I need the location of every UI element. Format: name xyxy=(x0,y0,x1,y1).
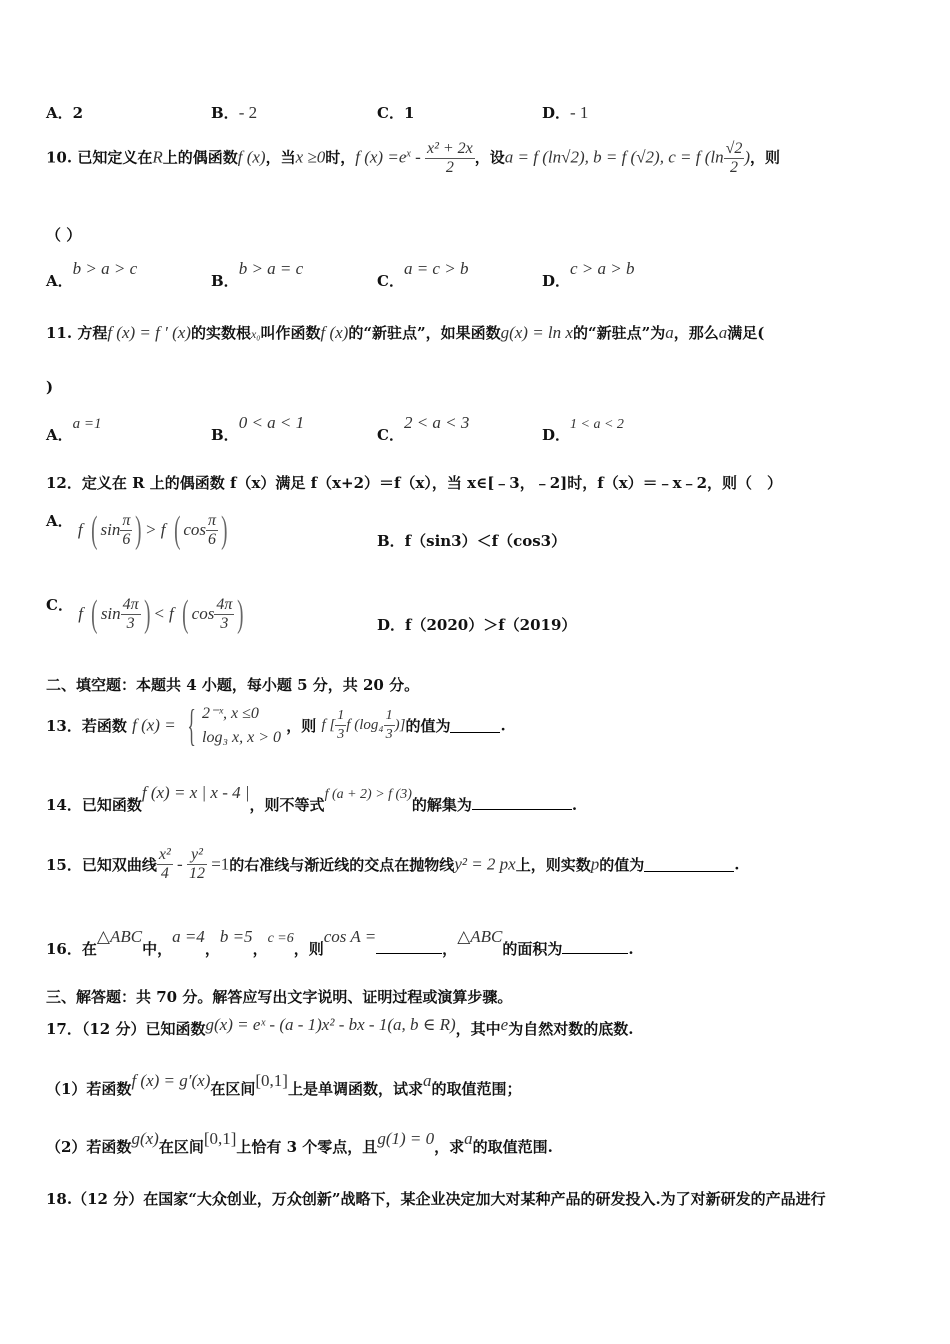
q10-fraction: $\frac{\text{x² + 2x}}{2}$ xyxy=(426,140,473,176)
q9-option-c: C．1 xyxy=(377,104,415,122)
q11-option-b: B．0 < a < 1 xyxy=(211,413,305,444)
q12-option-c: C． f ( sin $\frac{4\pi}{3}$ ) < f ( cos $\frac{4\pi}{3}$ ) xyxy=(46,593,244,635)
q10-option-c: C．a = c > b xyxy=(377,259,469,290)
question-16: 16．在△ABC中，a =4，b =5，c =6，则cos A =，△ABC的面积为 . xyxy=(46,927,634,958)
q15-answer-blank xyxy=(644,857,734,872)
question-17-part-2: （2）若函数g(x)在区间[0,1]上恰有 3 个零点，且g(1) = 0，求a的取值范围. xyxy=(46,1129,553,1156)
question-10: 10. 已知定义在R上的偶函数f (x)，当x ≥0时，f $(x) =e^x$ - $\frac{\text{x² + 2x}}{2}$ ，设a = f (ln√2), b = f (√2), c = f (ln $\frac{√2}{2}$ )，则 xyxy=(46,140,781,176)
q13-answer-blank xyxy=(450,718,500,733)
q12-option-b: B．f（sin3）＜f（cos3） xyxy=(377,532,567,550)
q14-answer-blank xyxy=(472,795,572,810)
question-15: 15．已知双曲线 $\frac{\text{x²}}{4}$ - $\frac{\text{y²}}{12}$ =1的右准线与渐近线的交点在抛物线y² = 2 px上，则实数p的值为 . xyxy=(46,846,740,882)
q11-option-a: A．a =1 xyxy=(46,416,102,444)
q12-option-a: A． f ( sin $\frac{\pi}{6}$ ) > f ( cos $\frac{\pi}{6}$ ) xyxy=(46,509,228,551)
q11-close-paren: ) xyxy=(46,378,54,396)
q11-option-d: D．1 < a < 2 xyxy=(542,417,624,444)
q16-area-blank xyxy=(562,939,628,954)
section-3-heading: 三、解答题：共 70 分。解答应写出文字说明、证明过程或演算步骤。 xyxy=(46,988,513,1006)
q10-option-a: A．b > a > c xyxy=(46,259,138,290)
q10-option-b: B．b > a = c xyxy=(211,259,304,290)
question-14: 14．已知函数f (x) = x | x - 4 |，则不等式f (a + 2) > f (3)的解集为 . xyxy=(46,783,578,814)
q13-cases: 2⁻ˣ, x ≤0 log₃ x, x > 0 xyxy=(202,704,282,746)
question-17-part-1: （1）若函数f (x) = g′(x)在区间[0,1]上是单调函数，试求a的取值范围； xyxy=(46,1071,522,1098)
question-12: 12．定义在 R 上的偶函数 f（x）满足 f（x+2）＝f（x），当 x∈[﹣3，﹣2]时，f（x）＝﹣x﹣2，则（ ） xyxy=(46,474,783,492)
q10-option-d: D．c > a > b xyxy=(542,259,635,290)
question-17: 17．（12 分）已知函数g(x) = eˣ - (a - 1)x² - bx - 1(a, b ∈ R)，其中e为自然对数的底数. xyxy=(46,1015,634,1038)
question-18: 18.（12 分）在国家“大众创业，万众创新”战略下，某企业决定加大对某种产品的研发投入.为了对新研发的产品进行 xyxy=(46,1190,826,1208)
q9-option-b: B．- 2 xyxy=(211,103,258,122)
question-13: 13．若函数 f (x) = { 2⁻ˣ, x ≤0 log₃ x, x > 0 ，则 f [ $\frac{1}{3}$ f (log₄ $\frac{1}{3}$ )]的值为 . xyxy=(46,701,506,750)
q11-option-c: C．2 < a < 3 xyxy=(377,413,470,444)
question-11: 11. 方程f (x) = f ′ (x)的实数根x₀叫作函数f (x)的“新驻点”，如果函数g(x) = ln x的“新驻点”为a，那么a满足( xyxy=(46,323,765,342)
q10-c-fraction: $\frac{√2}{2}$ xyxy=(725,140,743,176)
q16-cos-blank xyxy=(376,939,442,954)
q12-option-d: D．f（2020）＞f（2019） xyxy=(377,616,577,634)
section-2-heading: 二、填空题：本题共 4 小题，每小题 5 分，共 20 分。 xyxy=(46,676,420,694)
q9-option-d: D．- 1 xyxy=(542,103,589,122)
q10-paren: （ ） xyxy=(46,226,82,244)
q9-option-a: A．2 xyxy=(46,104,84,122)
